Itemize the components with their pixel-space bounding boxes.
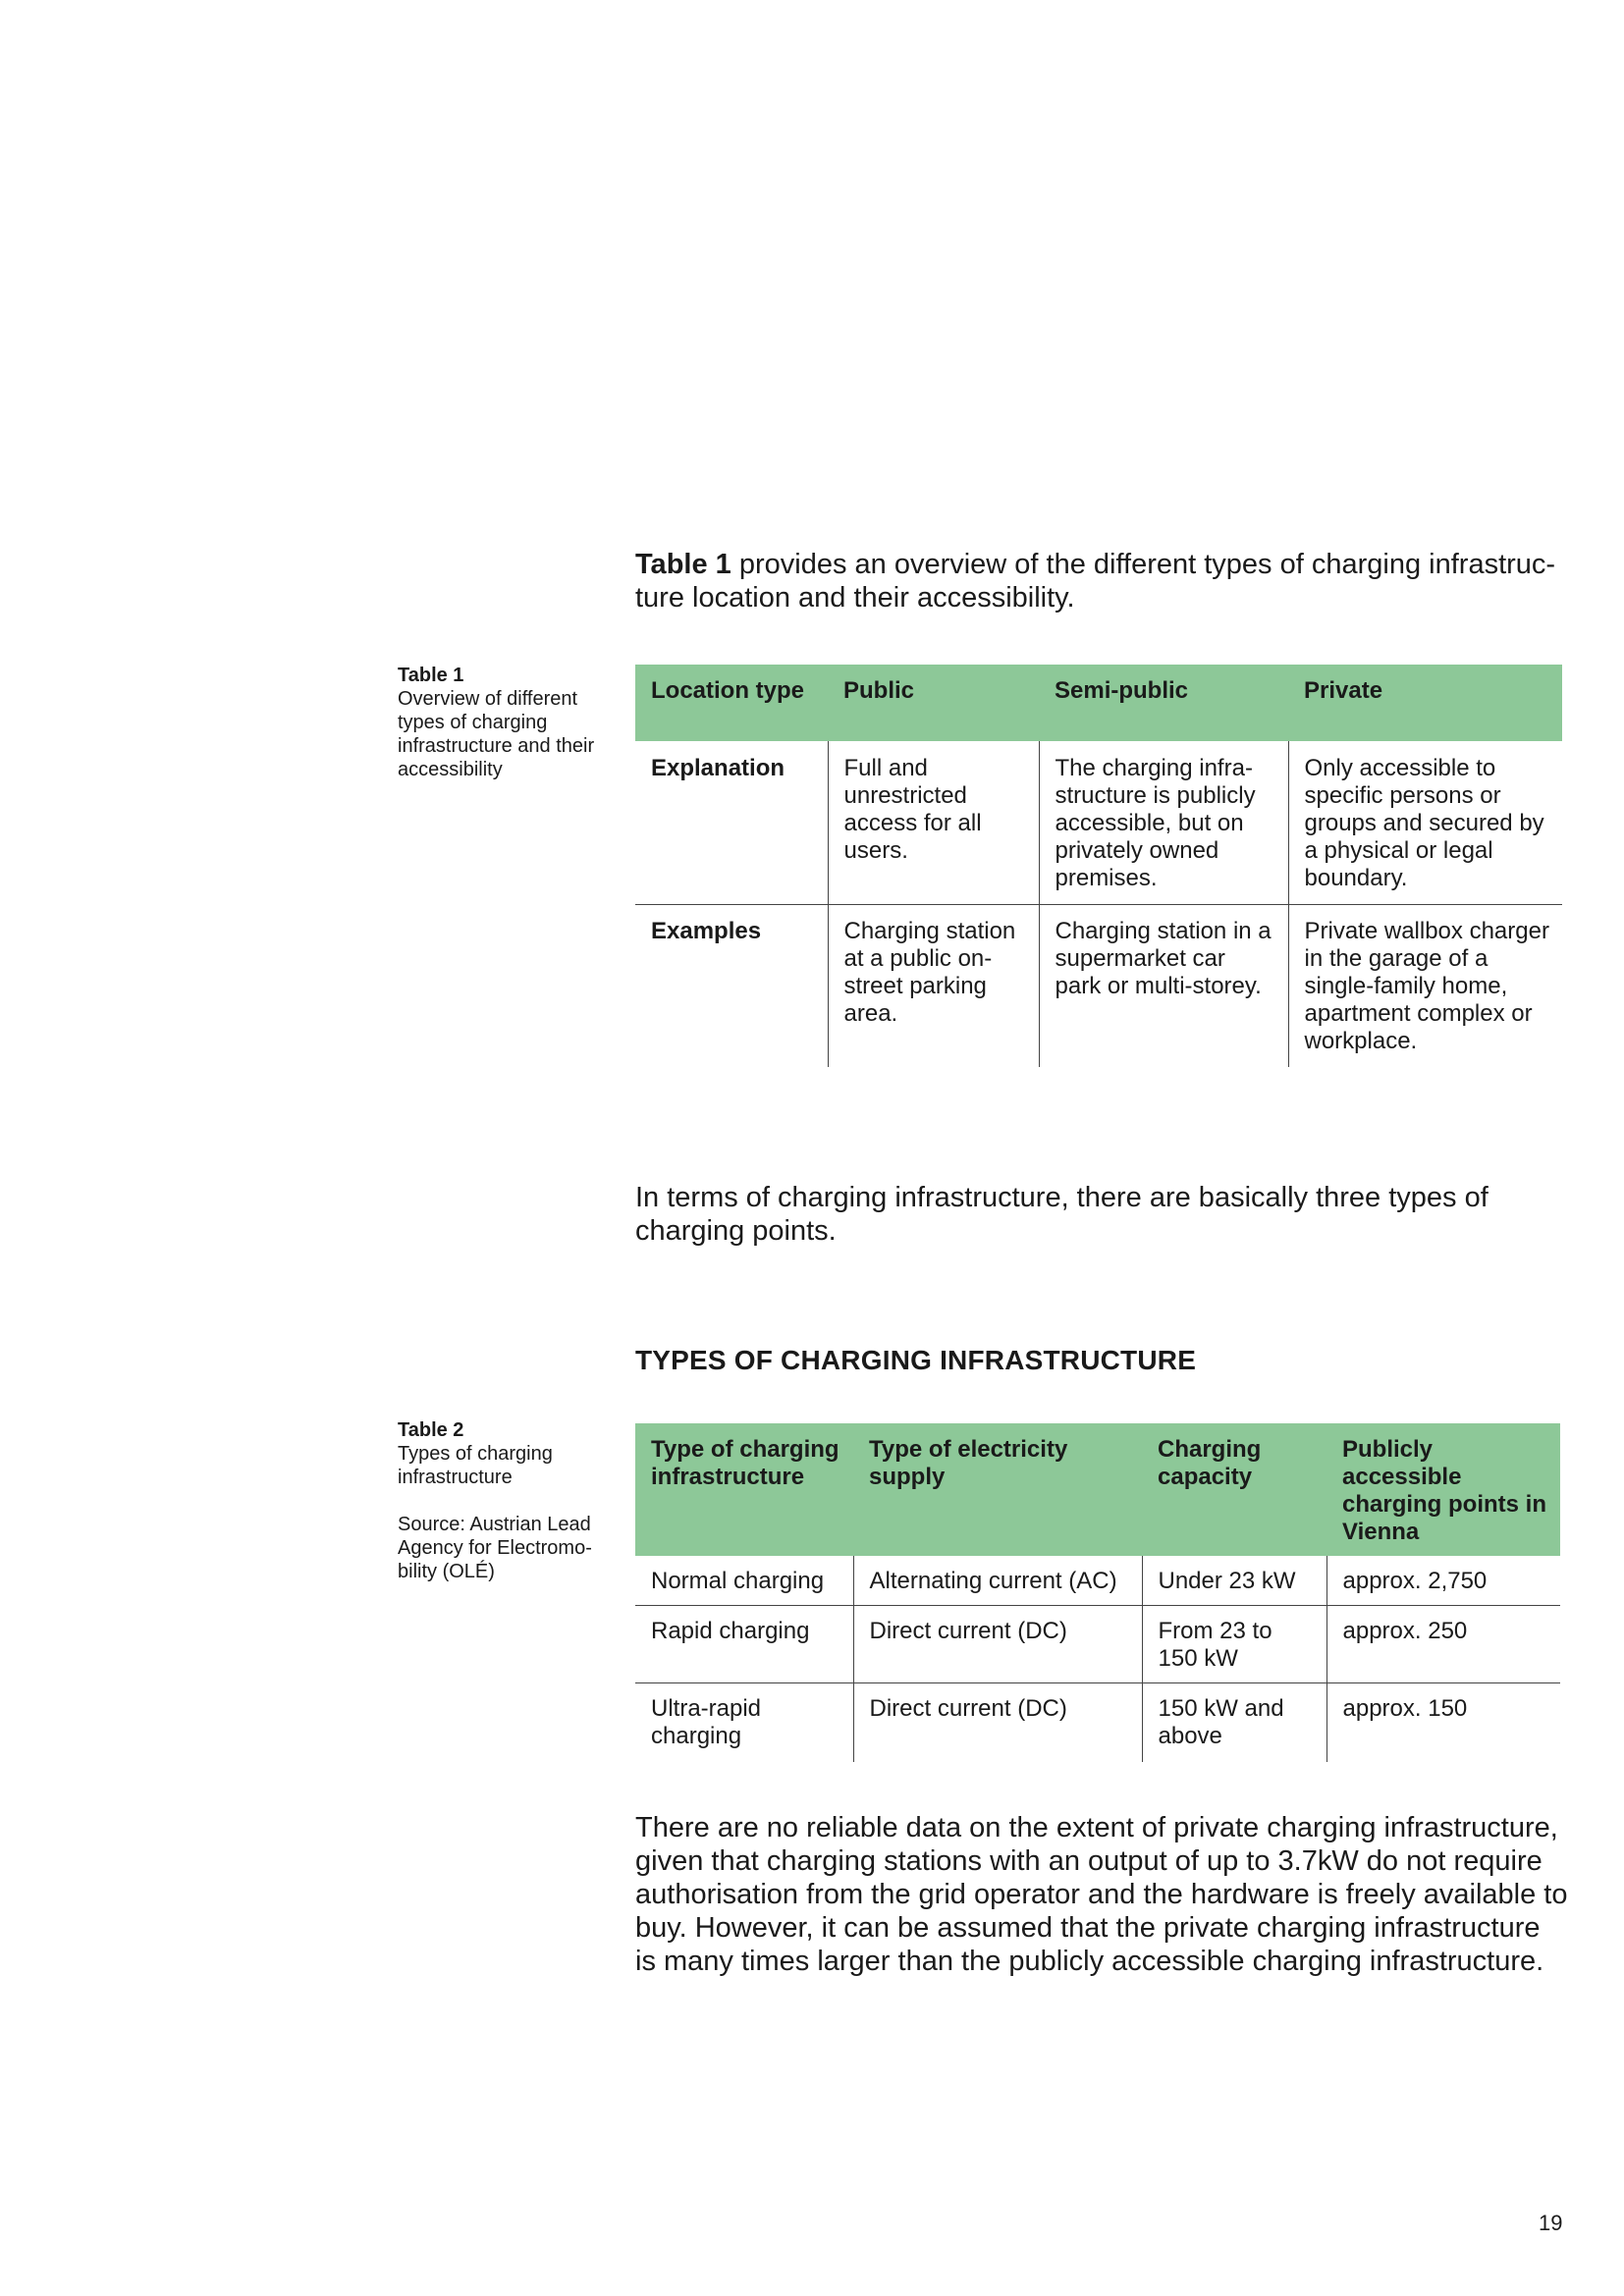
table1-caption-label: Table 1 (398, 665, 464, 686)
table-cell: Direct current (DC) (853, 1606, 1142, 1683)
table-cell: From 23 to 150 kW (1142, 1606, 1326, 1683)
section-title: TYPES OF CHARGING INFRASTRUCTURE (635, 1345, 1197, 1375)
charging-types-table (635, 1423, 1560, 1762)
table-header-cell: Publicly accessible charging points in Vienna (1326, 1423, 1560, 1556)
page-number: 19 (1539, 2211, 1563, 2235)
location-type-table (635, 665, 1562, 1067)
intro-bold-ref: Table 1 (635, 549, 731, 580)
table-row (635, 1683, 1560, 1763)
intro-text: provides an overview of the different types of charging infrastructure location and their accessibility. (635, 549, 1556, 614)
table-header-cell: Public (828, 665, 1039, 741)
table-cell: Full and unrestricted access for all users. (828, 741, 1039, 905)
table-header-cell: Private (1288, 665, 1562, 741)
table-cell: Rapid charging (635, 1606, 853, 1683)
table-cell: The charging infrastructure is publicly accessible, but on privately owned premises. (1039, 741, 1288, 905)
table-cell: Charging station in a supermarket car park or multi-storey. (1039, 905, 1288, 1068)
table-cell: 150 kW and above (1142, 1683, 1326, 1763)
table-cell: Alternating current (AC) (853, 1556, 1142, 1606)
table-cell: approx. 150 (1326, 1683, 1560, 1763)
table-cell: Ultra-rapid charging (635, 1683, 853, 1763)
table2-caption-label: Table 2 (398, 1419, 464, 1441)
table-row (635, 741, 1562, 905)
table-row (635, 1556, 1560, 1606)
table-header-row (635, 1423, 1560, 1556)
table1-caption (398, 664, 616, 781)
table-row (635, 905, 1562, 1068)
table-cell: Only accessible to specific persons or groups and secured by a physical or legal boundary. (1288, 741, 1562, 905)
table-header-cell: Type of charging infrastructure (635, 1423, 853, 1556)
row-label: Examples (635, 905, 828, 1068)
body-paragraph: In terms of charging infrastructure, there are basically three types of charging points. (635, 1182, 1489, 1247)
table-cell: Normal charging (651, 1568, 825, 1594)
table-cell: Private wallbox charger in the garage of a single-family home, apartment complex or workplace. (1288, 905, 1562, 1068)
table2-source: Source: Austrian Lead Agency for Electromobility (OLÉ) (398, 1514, 592, 1582)
table-header-row (635, 665, 1562, 741)
table1-caption-text: Overview of different types of charging infrastructure and their accessibility (398, 688, 595, 780)
body-paragraph: There are no reliable data on the extent of private charging infrastructure, given that charging stations with an output of up to 3.7kW do not require authorisation from the grid operator and the hardware is freely available to buy. However, it can be assumed that the private charging infrastructure is many times larger than the publicly accessible charging infrastructure. (635, 1812, 1568, 1977)
table-cell: approx. 2,750 (1326, 1556, 1560, 1606)
intro-paragraph (635, 548, 1568, 614)
table-cell: Direct current (DC) (853, 1683, 1142, 1763)
table-header-cell: Charging capacity (1142, 1423, 1326, 1556)
table-header-cell: Semi-public (1039, 665, 1288, 741)
table-header-cell: Type of electricity supply (853, 1423, 1142, 1556)
table2-caption-text: Types of charging infrastructure (398, 1443, 553, 1488)
table-cell: Under 23 kW (1142, 1556, 1326, 1606)
table2-caption (398, 1418, 616, 1583)
table-cell: Charging station at a public on-street parking area. (828, 905, 1039, 1068)
table-cell: approx. 250 (1326, 1606, 1560, 1683)
row-label: Explanation (651, 755, 785, 781)
table-row (635, 1606, 1560, 1683)
table-header-cell: Location type (635, 665, 828, 741)
